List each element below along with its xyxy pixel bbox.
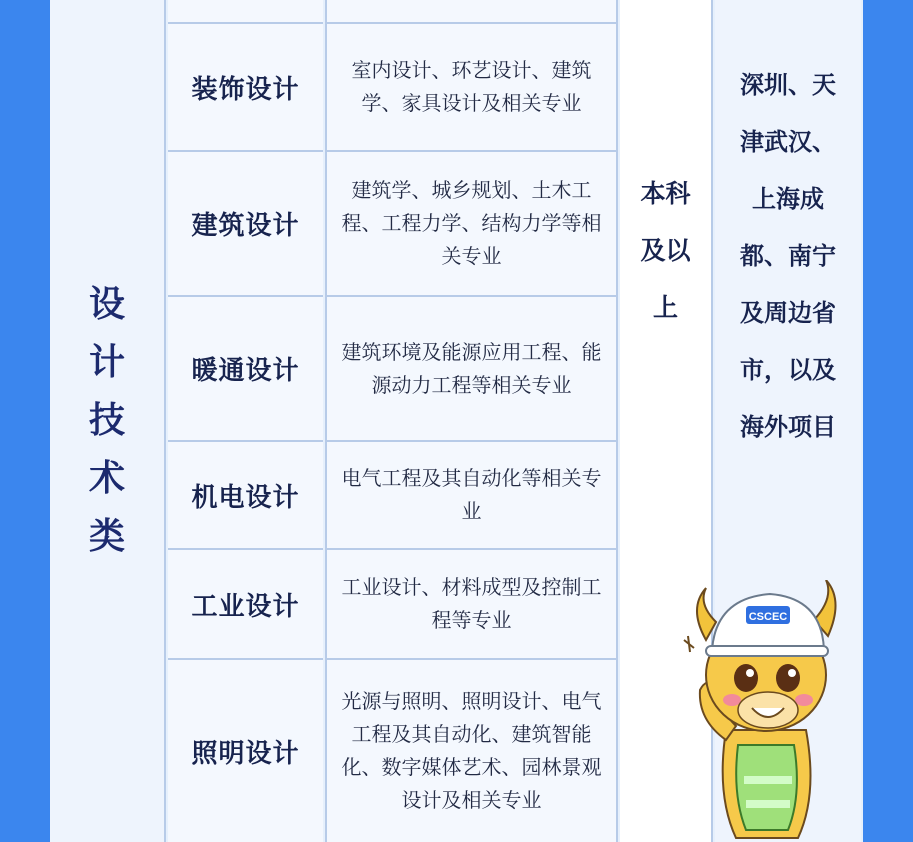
position-cell: 机电设计 [168, 442, 323, 550]
position-cell: 建筑设计 [168, 152, 323, 297]
position-cell: 暖通设计 [168, 297, 323, 442]
position-cell-partial [168, 0, 323, 24]
position-cell: 照明设计 [168, 660, 323, 842]
majors-cell: 光源与照明、照明设计、电气工程及其自动化、建筑智能化、数字媒体艺术、园林景观设计及相关专业 [325, 660, 618, 842]
majors-cell: 电气工程及其自动化等相关专业 [325, 442, 618, 550]
majors-cell: 室内设计、环艺设计、建筑学、家具设计及相关专业 [325, 24, 618, 152]
majors-cell: 建筑环境及能源应用工程、能源动力工程等相关专业 [325, 297, 618, 442]
majors-cell-partial [325, 0, 618, 24]
work-locations: 深圳、天津武汉、上海成都、南宁及周边省市，以及海外项目 [740, 71, 836, 441]
category-column [50, 0, 166, 842]
education-requirement: 本科及以上 [640, 179, 691, 322]
position-cell: 装饰设计 [168, 24, 323, 152]
majors-cell: 工业设计、材料成型及控制工程等专业 [325, 550, 618, 660]
majors-cell: 建筑学、城乡规划、土木工程、工程力学、结构力学等相关专业 [325, 152, 618, 297]
helmet-logo-text: CSCEC [748, 611, 788, 623]
bull-mascot-icon [676, 580, 846, 842]
category-label: 设计技术类 [88, 284, 125, 557]
position-cell: 工业设计 [168, 550, 323, 660]
